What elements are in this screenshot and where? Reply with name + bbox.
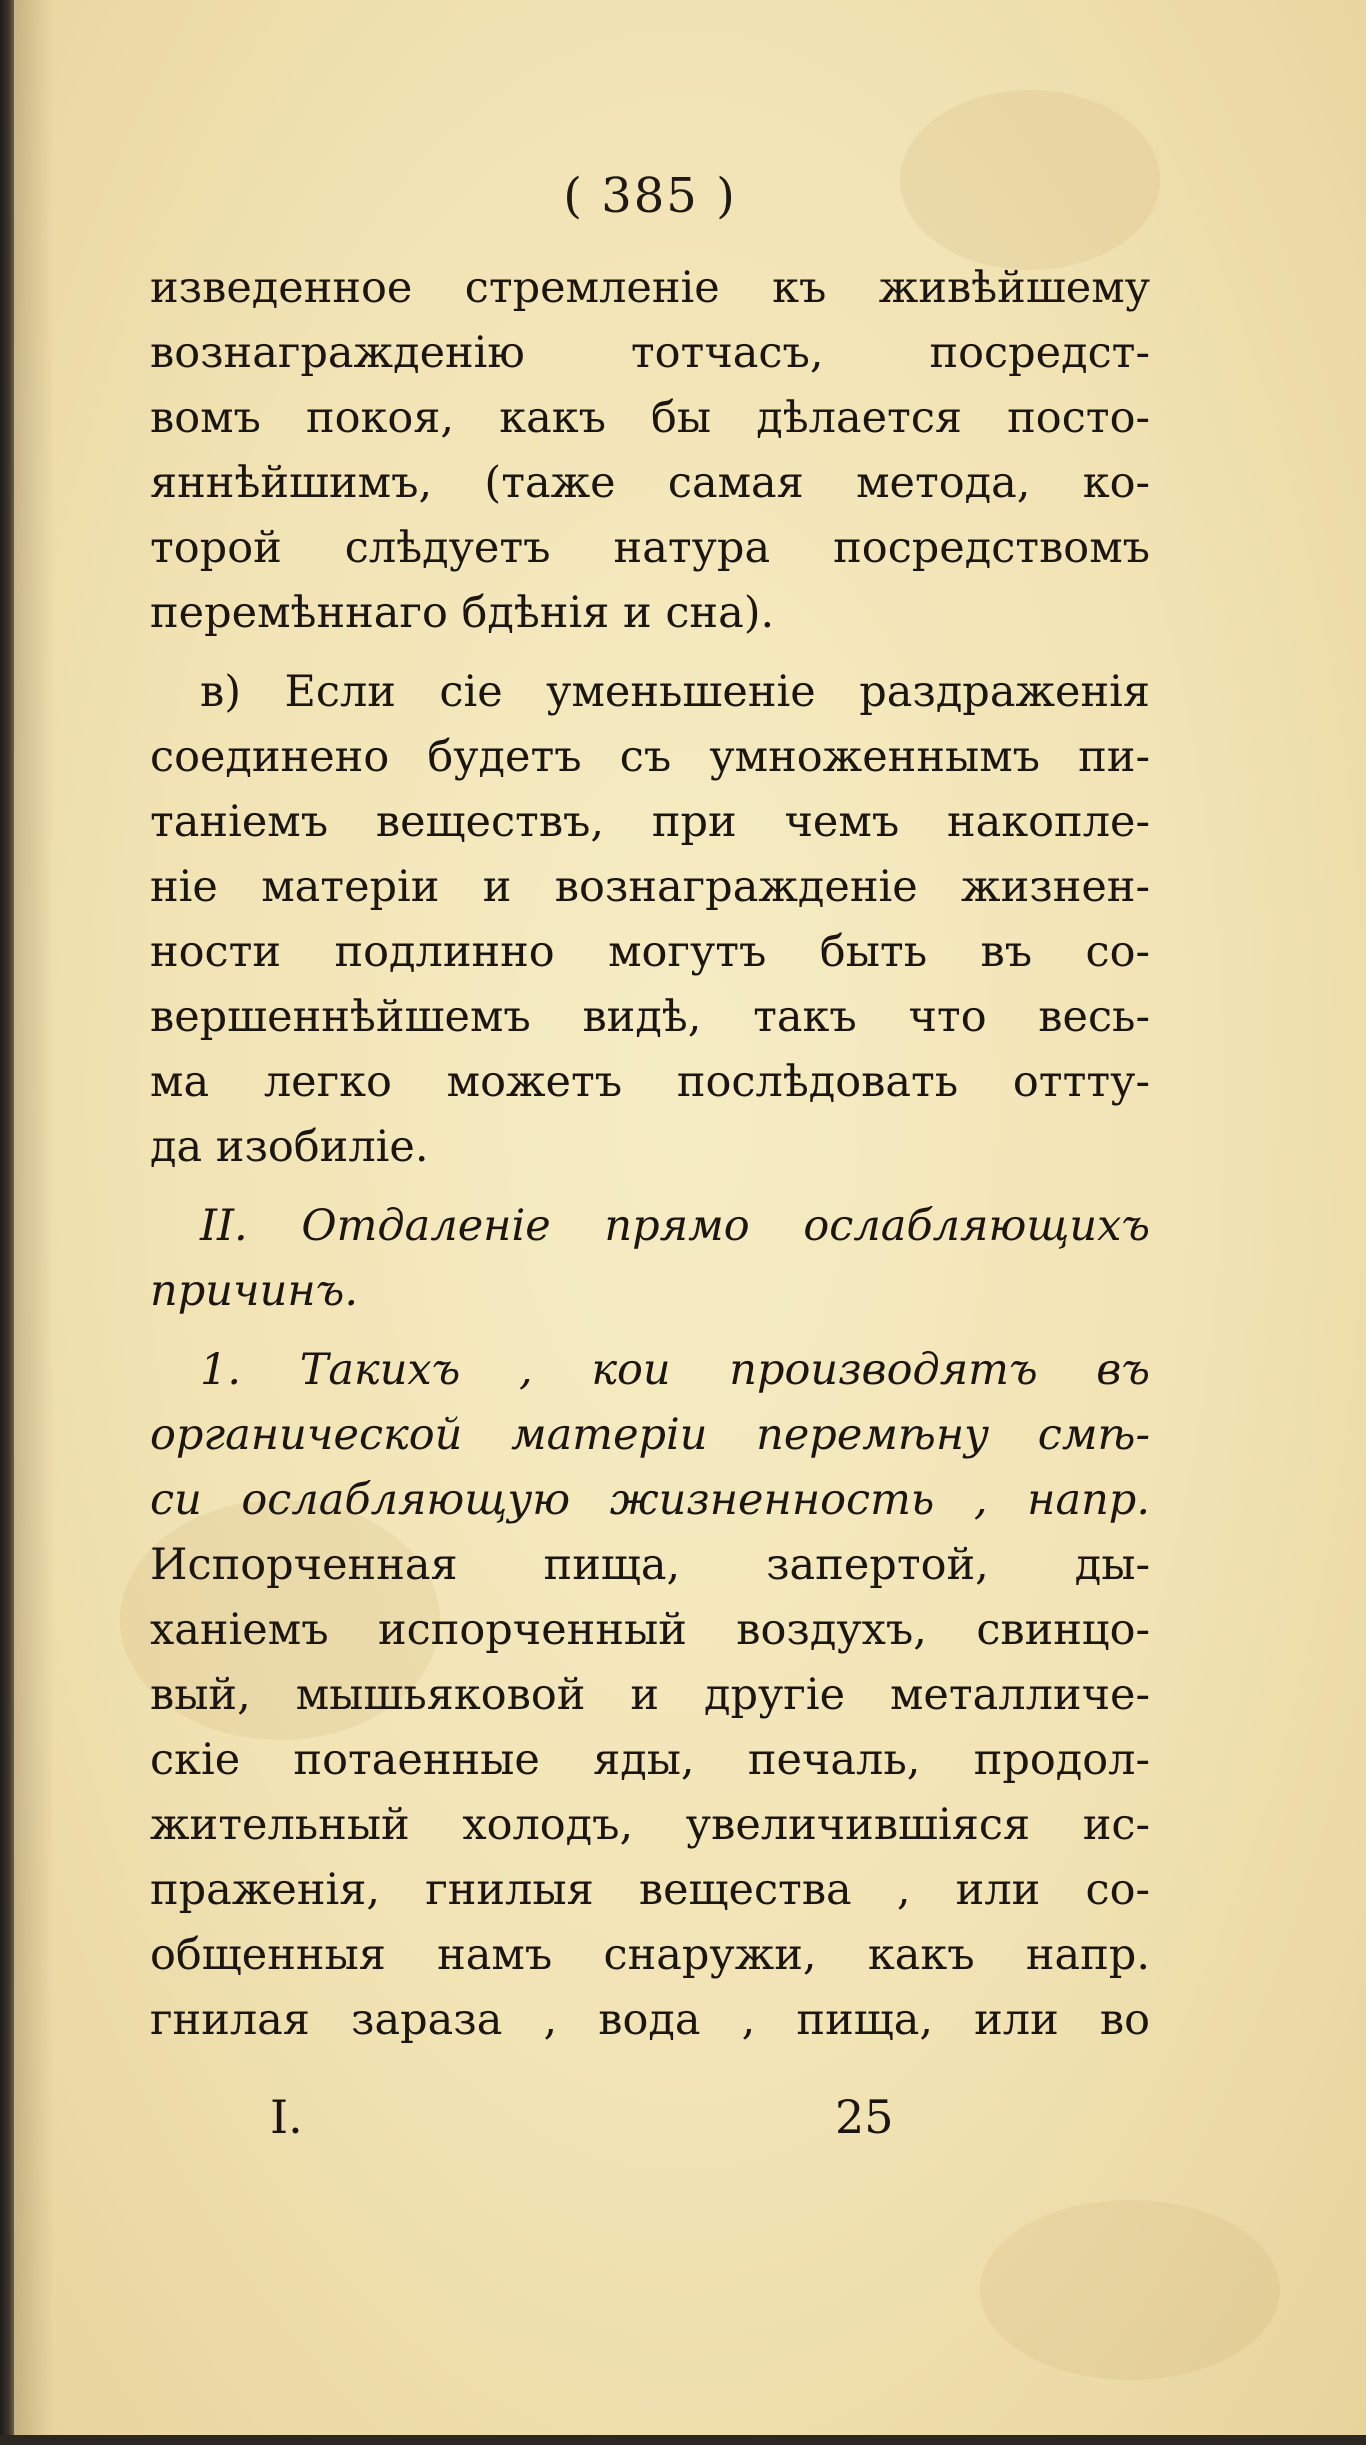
text-line: вый, мышьяковой и другіе металличе-: [150, 1670, 1150, 1720]
page-bottom-edge: [0, 2435, 1366, 2445]
paper-stain: [980, 2200, 1280, 2380]
text-line: Испорченная пища, запертой, ды-: [150, 1540, 1150, 1590]
text-line: праженія, гнилыя вещества , или со-: [150, 1865, 1150, 1915]
text-line: гнилая зараза , вода , пища, или во: [150, 1995, 1150, 2045]
text-line: таніемъ веществъ, при чемъ накопле-: [150, 797, 1150, 847]
text-line: да изобиліе.: [150, 1122, 429, 1172]
page-footer: [0, 2090, 1366, 2160]
text-line: яннѣйшимъ, (таже самая метода, ко-: [150, 458, 1150, 508]
text-line: ма легко можетъ послѣдовать оттту-: [150, 1057, 1150, 1107]
text-line: 1. Такихъ , кои производятъ въ: [200, 1345, 1150, 1395]
text-line: си ослабляющую жизненность , напр.: [150, 1475, 1150, 1525]
sheet-number: 25: [835, 2090, 894, 2144]
page-number: ( 385 ): [563, 168, 737, 224]
body-text: [150, 256, 1150, 2053]
text-line: вомъ покоя, какъ бы дѣлается посто-: [150, 393, 1150, 443]
text-line: ханіемъ испорченный воздухъ, свинцо-: [150, 1605, 1150, 1655]
paragraph-gap: [150, 1324, 1150, 1338]
paragraph-gap: [150, 646, 1150, 660]
text-line: жительный холодъ, увеличившіяся ис-: [150, 1800, 1150, 1850]
book-binding: [0, 0, 14, 2445]
text-line: общенныя намъ снаружи, какъ напр.: [150, 1930, 1150, 1980]
text-line: перемѣннаго бдѣнія и сна).: [150, 588, 775, 638]
text-line: вознагражденію тотчасъ, посредст-: [150, 328, 1150, 378]
text-line: ніе матеріи и вознагражденіе жизнен-: [150, 862, 1150, 912]
page-gutter-shadow: [14, 0, 54, 2445]
signature-mark: I.: [270, 2090, 303, 2144]
text-line: соединено будетъ съ умноженнымъ пи-: [150, 732, 1150, 782]
paragraph-gap: [150, 1180, 1150, 1194]
text-line: в) Если сіе уменьшеніе раздраженія: [200, 667, 1150, 717]
text-line: органической матеріи перемѣну смѣ-: [150, 1410, 1150, 1460]
text-line: ности подлинно могутъ быть въ со-: [150, 927, 1150, 977]
text-line: причинъ.: [150, 1266, 359, 1316]
text-line: торой слѣдуетъ натура посредствомъ: [150, 523, 1150, 573]
text-line: вершеннѣйшемъ видѣ, такъ что весь-: [150, 992, 1150, 1042]
text-line: II. Отдаленіе прямо ослабляющихъ: [200, 1201, 1150, 1251]
text-line: изведенное стремленіе къ живѣйшему: [150, 263, 1150, 313]
text-line: скіе потаенные яды, печаль, продол-: [150, 1735, 1150, 1785]
